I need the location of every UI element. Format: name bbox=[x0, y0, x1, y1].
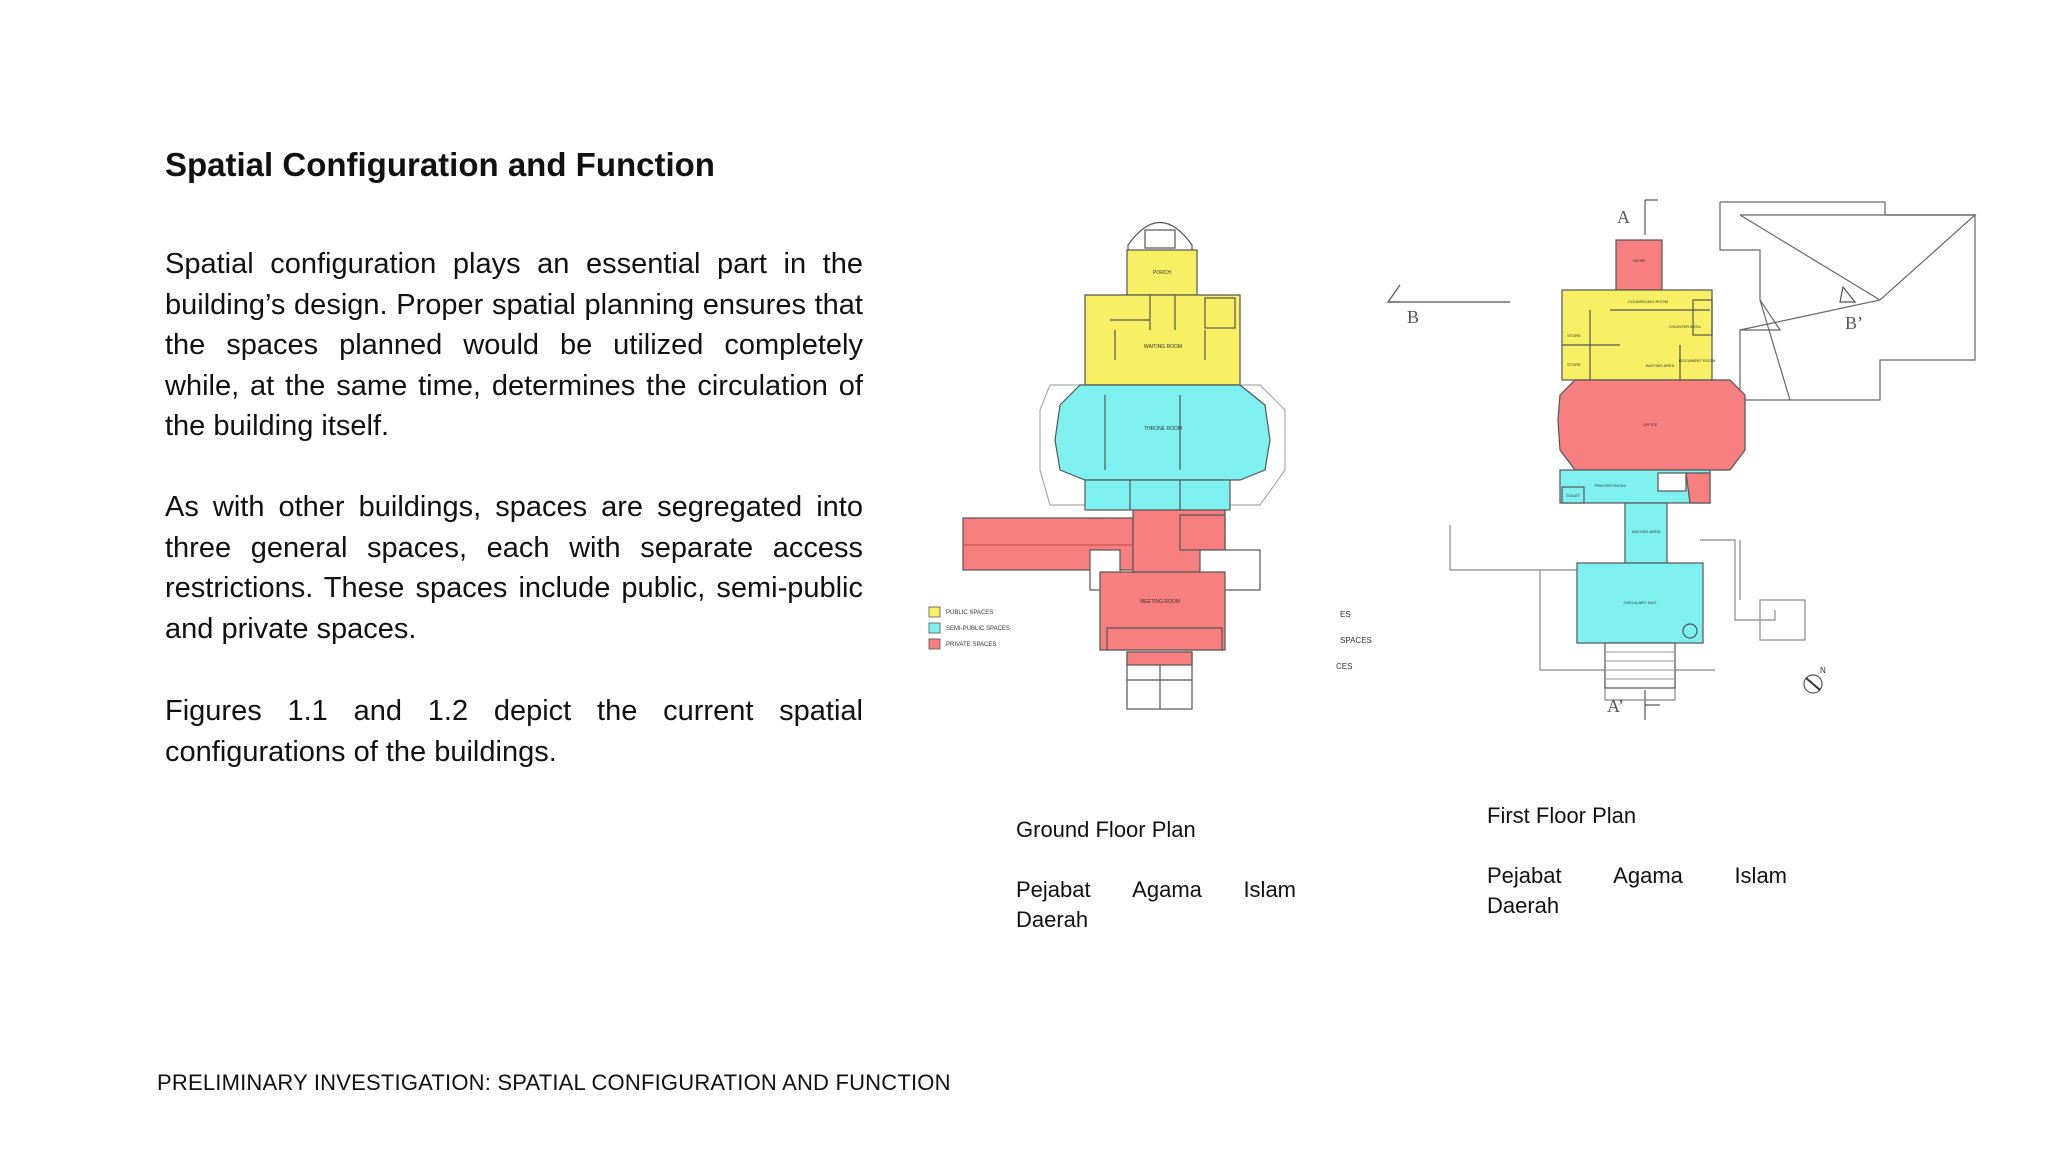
ground-floor-title: Ground Floor Plan bbox=[1016, 817, 1196, 842]
ground-word-1: Pejabat bbox=[1016, 877, 1091, 902]
ground-floor-plan bbox=[963, 223, 1285, 710]
label-porch: PORCH bbox=[1152, 270, 1172, 276]
ground-word-3: Islam bbox=[1243, 877, 1296, 902]
first-private-corner bbox=[1686, 473, 1710, 503]
first-word-3: Islam bbox=[1734, 863, 1787, 888]
label-throne-room: THRONE ROOM bbox=[1143, 426, 1183, 432]
first-floor-name-row bbox=[1487, 861, 1787, 891]
cutoff-legend-3: CES bbox=[1336, 662, 1353, 671]
cutoff-legend-2: SPACES bbox=[1340, 636, 1372, 645]
roof-outline bbox=[1720, 202, 1975, 400]
throne-room bbox=[1055, 385, 1270, 480]
first-floor-plan bbox=[1388, 200, 1975, 720]
legend-private-swatch bbox=[929, 639, 940, 649]
first-niche bbox=[1616, 240, 1662, 290]
cutoff-legend bbox=[1336, 610, 1372, 671]
label-store-1: STORE bbox=[1567, 333, 1581, 338]
legend-public-label: PUBLIC SPACES bbox=[946, 610, 994, 616]
first-stair-2 bbox=[1658, 473, 1686, 491]
section-bprime-line bbox=[1840, 287, 1855, 302]
label-waiting-room: WAITING ROOM bbox=[1143, 344, 1183, 350]
ground-word-2: Agama bbox=[1132, 877, 1202, 902]
ground-corridor bbox=[1085, 480, 1230, 510]
section-mark-b: B bbox=[1407, 307, 1420, 327]
label-first-niche: NICHE bbox=[1632, 258, 1646, 263]
label-counseling: COUNSELING ROOM bbox=[1627, 299, 1669, 304]
plan-legend bbox=[929, 607, 1010, 649]
slide-heading: Spatial Configuration and Function bbox=[165, 146, 715, 183]
label-store-2: STORE bbox=[1567, 362, 1581, 367]
label-meeting-room: MEETING ROOM bbox=[1140, 599, 1180, 605]
ground-floor-name-row bbox=[1016, 875, 1296, 905]
slide-footer: PRELIMINARY INVESTIGATION: SPATIAL CONFIGURATION AND FUNCTION bbox=[157, 1070, 951, 1095]
first-entrance-steps bbox=[1605, 643, 1675, 688]
label-office: OFFICE bbox=[1642, 422, 1658, 427]
legend-private-label: PRIVATE SPACES bbox=[946, 642, 997, 648]
section-mark-a: A bbox=[1617, 207, 1630, 227]
roof-ridges bbox=[1740, 215, 1975, 400]
ground-word-4: Daerah bbox=[1016, 907, 1089, 932]
waiting-room bbox=[1085, 295, 1240, 385]
first-word-2: Agama bbox=[1613, 863, 1683, 888]
label-circulary: CIRCULARY SAIT bbox=[1623, 600, 1657, 605]
section-mark-a-prime: A’ bbox=[1607, 696, 1624, 716]
ground-entrance-step bbox=[1127, 652, 1192, 665]
cutoff-legend-1: ES bbox=[1340, 610, 1351, 619]
legend-public-swatch bbox=[929, 607, 940, 617]
east-private bbox=[1180, 515, 1225, 550]
ground-floor-caption bbox=[1016, 815, 1296, 935]
label-waiting-area: WAITING AREA bbox=[1645, 363, 1675, 368]
label-printer: PRINTER ROOM bbox=[1594, 483, 1626, 488]
label-waiting-area-2: WAITING AREA bbox=[1631, 529, 1661, 534]
label-counter: COUNTER AREA bbox=[1669, 324, 1701, 329]
first-word-4: Daerah bbox=[1487, 893, 1560, 918]
paragraph-space-types: As with other buildings, spaces are segregated into three general spaces, each with separate access restrictions. These spaces include public, semi-public and private spaces. bbox=[165, 491, 863, 645]
first-word-1: Pejabat bbox=[1487, 863, 1562, 888]
legend-semi-public-swatch bbox=[929, 623, 940, 633]
legend-semi-public-label: SEMI-PUBLIC SPACES bbox=[946, 626, 1010, 632]
section-mark-b-prime: B’ bbox=[1845, 313, 1863, 333]
porch-step bbox=[1145, 230, 1175, 248]
label-toilet: TOILET bbox=[1566, 493, 1580, 498]
first-floor-caption bbox=[1487, 801, 1787, 921]
label-document: DOCUMENT ROOM bbox=[1678, 358, 1716, 363]
paragraph-intro: Spatial configuration plays an essential part in the building’s design. Proper spatial planning ensures that the spaces planned would be utilized completely while, at the same time, determines the circulation of the building itself. bbox=[165, 248, 863, 442]
paragraph-figures: Figures 1.1 and 1.2 depict the current spatial configurations of the buildings. bbox=[165, 695, 863, 768]
north-label: N bbox=[1820, 666, 1826, 675]
meeting-annex bbox=[1107, 628, 1222, 650]
first-floor-title: First Floor Plan bbox=[1487, 803, 1637, 828]
